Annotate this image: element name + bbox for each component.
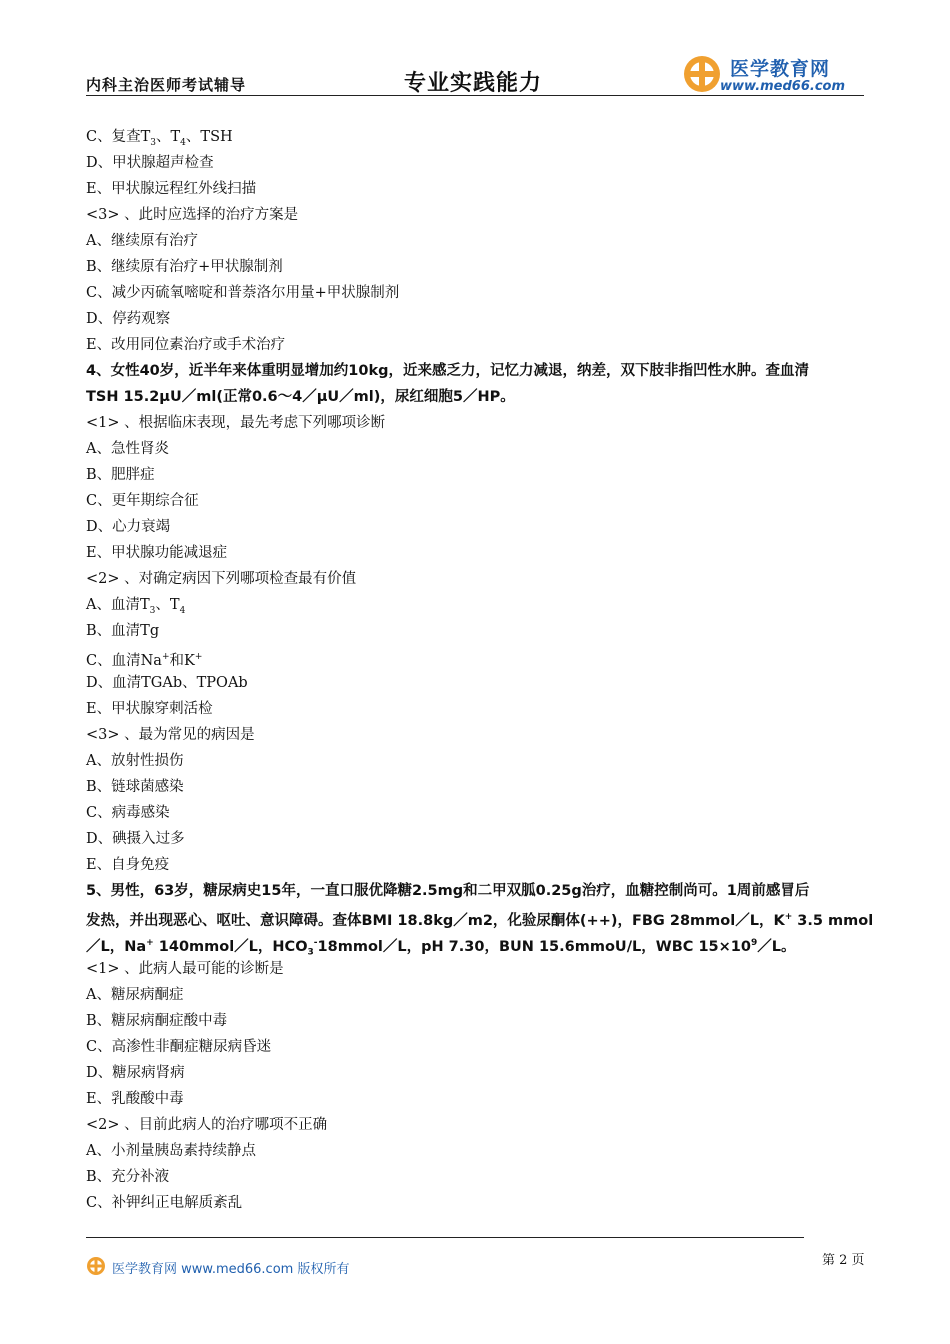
option-line: C、更年期综合征	[86, 493, 199, 509]
case-stem-4-cont: TSH 15.2μU／ml(正常0.6～4／μU／ml)，尿红细胞5／HP。	[86, 389, 515, 405]
option-line: D、碘摄入过多	[86, 831, 185, 847]
option-line: A、小剂量胰岛素持续静点	[86, 1143, 256, 1159]
option-line: D、血清TGAb、TPOAb	[86, 675, 248, 691]
option-line: E、改用同位素治疗或手术治疗	[86, 337, 286, 353]
sub-question: <3> 、此时应选择的治疗方案是	[86, 207, 299, 223]
option-line: A、糖尿病酮症	[86, 987, 184, 1003]
case-stem-5-cont: 发热，并出现恶心、呕吐、意识障碍。查体BMI 18.8kg／m2，化验尿酮体(++)，FBG 28mmol／L，K+ 3.5 mmol	[86, 912, 874, 929]
option-line: E、甲状腺穿刺活检	[86, 701, 213, 717]
option-line: A、放射性损伤	[86, 753, 184, 769]
med66-logo-icon	[682, 54, 722, 94]
option-line: C、补钾纠正电解质紊乱	[86, 1195, 243, 1211]
sub-question: <1> 、根据临床表现，最先考虑下列哪项诊断	[86, 415, 386, 431]
option-line: B、充分补液	[86, 1169, 170, 1185]
option-line: D、糖尿病肾病	[86, 1065, 185, 1081]
med66-logo-icon	[86, 1256, 106, 1276]
case-stem-5-cont: ／L，Na+ 140mmol／L，$HCO_3^-18mmol/L$，pH 7.30，BUN 15.6mmoU/L，WBC $15\times 10^9/L$。	[86, 938, 796, 958]
option-line: B、继续原有治疗+甲状腺制剂	[86, 259, 283, 275]
option-line: C、复查$T_3$、$T_4$、TSH	[86, 129, 233, 148]
option-line: C、血清Na+和K+	[86, 652, 203, 669]
sub-question: <2> 、对确定病因下列哪项检查最有价值	[86, 571, 357, 587]
logo-url[interactable]: www.med66.com	[720, 79, 846, 94]
option-line: B、血清Tg	[86, 623, 160, 639]
sub-question: <2> 、目前此病人的治疗哪项不正确	[86, 1117, 328, 1133]
option-line: E、甲状腺远程红外线扫描	[86, 181, 257, 197]
option-line: C、高渗性非酮症糖尿病昏迷	[86, 1039, 272, 1055]
case-stem-5: 5、男性，63岁，糖尿病史15年，一直口服优降糖2.5mg和二甲双胍0.25g治疗，血糖控制尚可。1周前感冒后	[86, 883, 810, 899]
header-course-title: 内科主治医师考试辅导	[86, 76, 247, 94]
option-line: C、减少丙硫氧嘧啶和普萘洛尔用量+甲状腺制剂	[86, 285, 400, 301]
page-number: 第 2 页	[822, 1253, 865, 1268]
footer-divider	[86, 1237, 804, 1238]
brand-logo[interactable]	[682, 52, 864, 94]
footer-copyright-link[interactable]: 医学教育网 www.med66.com 版权所有	[112, 1262, 350, 1277]
header-section-title: 专业实践能力	[404, 71, 543, 96]
option-line: D、心力衰竭	[86, 519, 171, 535]
logo-brand-name: 医学教育网	[730, 58, 831, 80]
case-stem-4: 4、女性40岁，近半年来体重明显增加约10kg，近来感乏力，记忆力减退，纳差，双下肢非指凹性水肿。查血清	[86, 363, 809, 379]
option-line: E、自身免疫	[86, 857, 170, 873]
sub-question: <3> 、最为常见的病因是	[86, 727, 255, 743]
option-line: D、甲状腺超声检查	[86, 155, 214, 171]
header-divider	[86, 95, 864, 96]
option-line: E、甲状腺功能减退症	[86, 545, 228, 561]
document-body	[86, 124, 874, 1216]
option-line: B、肥胖症	[86, 467, 155, 483]
option-line: E、乳酸酸中毒	[86, 1091, 184, 1107]
page-header	[86, 52, 864, 98]
option-line: B、糖尿病酮症酸中毒	[86, 1013, 228, 1029]
option-line: A、继续原有治疗	[86, 233, 198, 249]
option-line: D、停药观察	[86, 311, 171, 327]
option-line: A、血清$T_3$、$T_4$	[86, 597, 186, 616]
option-line: B、链球菌感染	[86, 779, 184, 795]
option-line: A、急性肾炎	[86, 441, 169, 457]
option-line: C、病毒感染	[86, 805, 170, 821]
sub-question: <1> 、此病人最可能的诊断是	[86, 961, 284, 977]
